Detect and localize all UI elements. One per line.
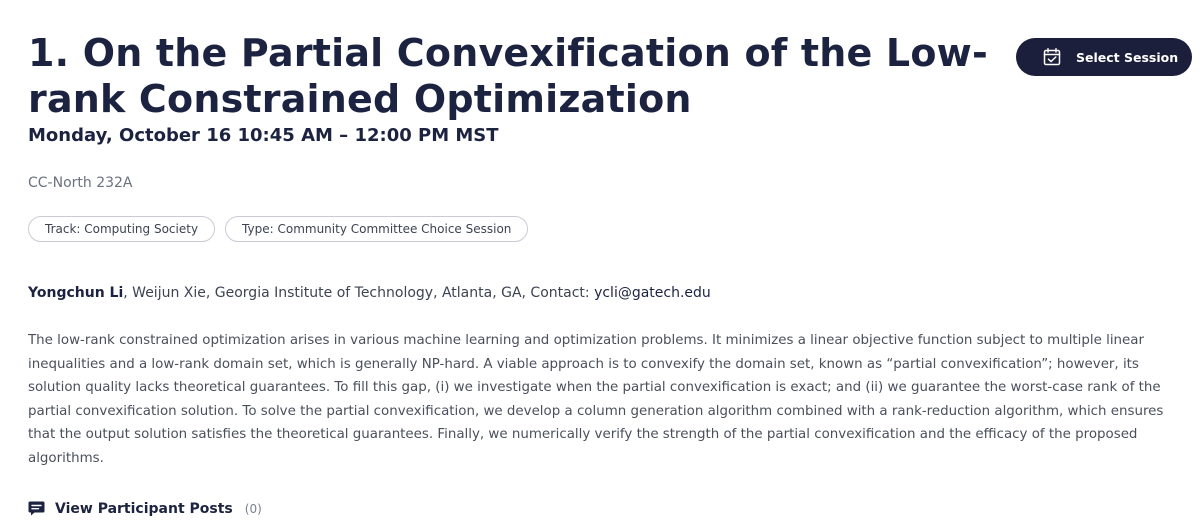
session-title: 1. On the Partial Convexification of the Low-rank Constrained Optimization xyxy=(28,31,988,121)
calendar-check-icon xyxy=(1042,47,1062,67)
select-session-button[interactable] xyxy=(1016,38,1192,76)
comment-icon xyxy=(28,500,45,517)
authors-affiliation: , Weijun Xie, Georgia Institute of Technology, Atlanta, GA, Contact: xyxy=(123,285,595,301)
contact-email[interactable]: ycli@gatech.edu xyxy=(594,285,711,301)
participant-posts-label: View Participant Posts xyxy=(55,500,233,517)
select-session-label: Select Session xyxy=(1076,49,1179,65)
session-datetime: Monday, October 16 10:45 AM – 12:00 PM MST xyxy=(28,125,499,146)
session-location: CC-North 232A xyxy=(28,175,133,191)
presenter-name: Yongchun Li xyxy=(28,285,124,301)
session-tags xyxy=(28,216,528,242)
authors-line xyxy=(28,283,711,303)
participant-posts-count: (0) xyxy=(244,501,262,516)
tag-track[interactable]: Track: Computing Society xyxy=(28,216,215,242)
tag-type[interactable]: Type: Community Committee Choice Session xyxy=(225,216,528,242)
abstract-text: The low-rank constrained optimization arises in various machine learning and optimization problems. It minimizes a linear objective function subject to multiple linear inequalities and a low-rank domain set, which is generally NP-hard. A viable approach is to convexify the domain set, known as “partial convexification”; however, its solution quality lacks theoretical guarantees. To fill this gap, (i) we investigate when the partial convexification is exact; and (ii) we guarantee the worst-case rank of the partial convexification solution. To solve the partial convexification, we develop a column generation algorithm combined with a rank-reduction algorithm, which ensures that the output solution satisfies the theoretical guarantees. Finally, we numerically verify the strength of the partial convexification and the efficacy of the proposed algorithms. xyxy=(28,333,1164,466)
view-participant-posts-link[interactable] xyxy=(28,500,262,517)
